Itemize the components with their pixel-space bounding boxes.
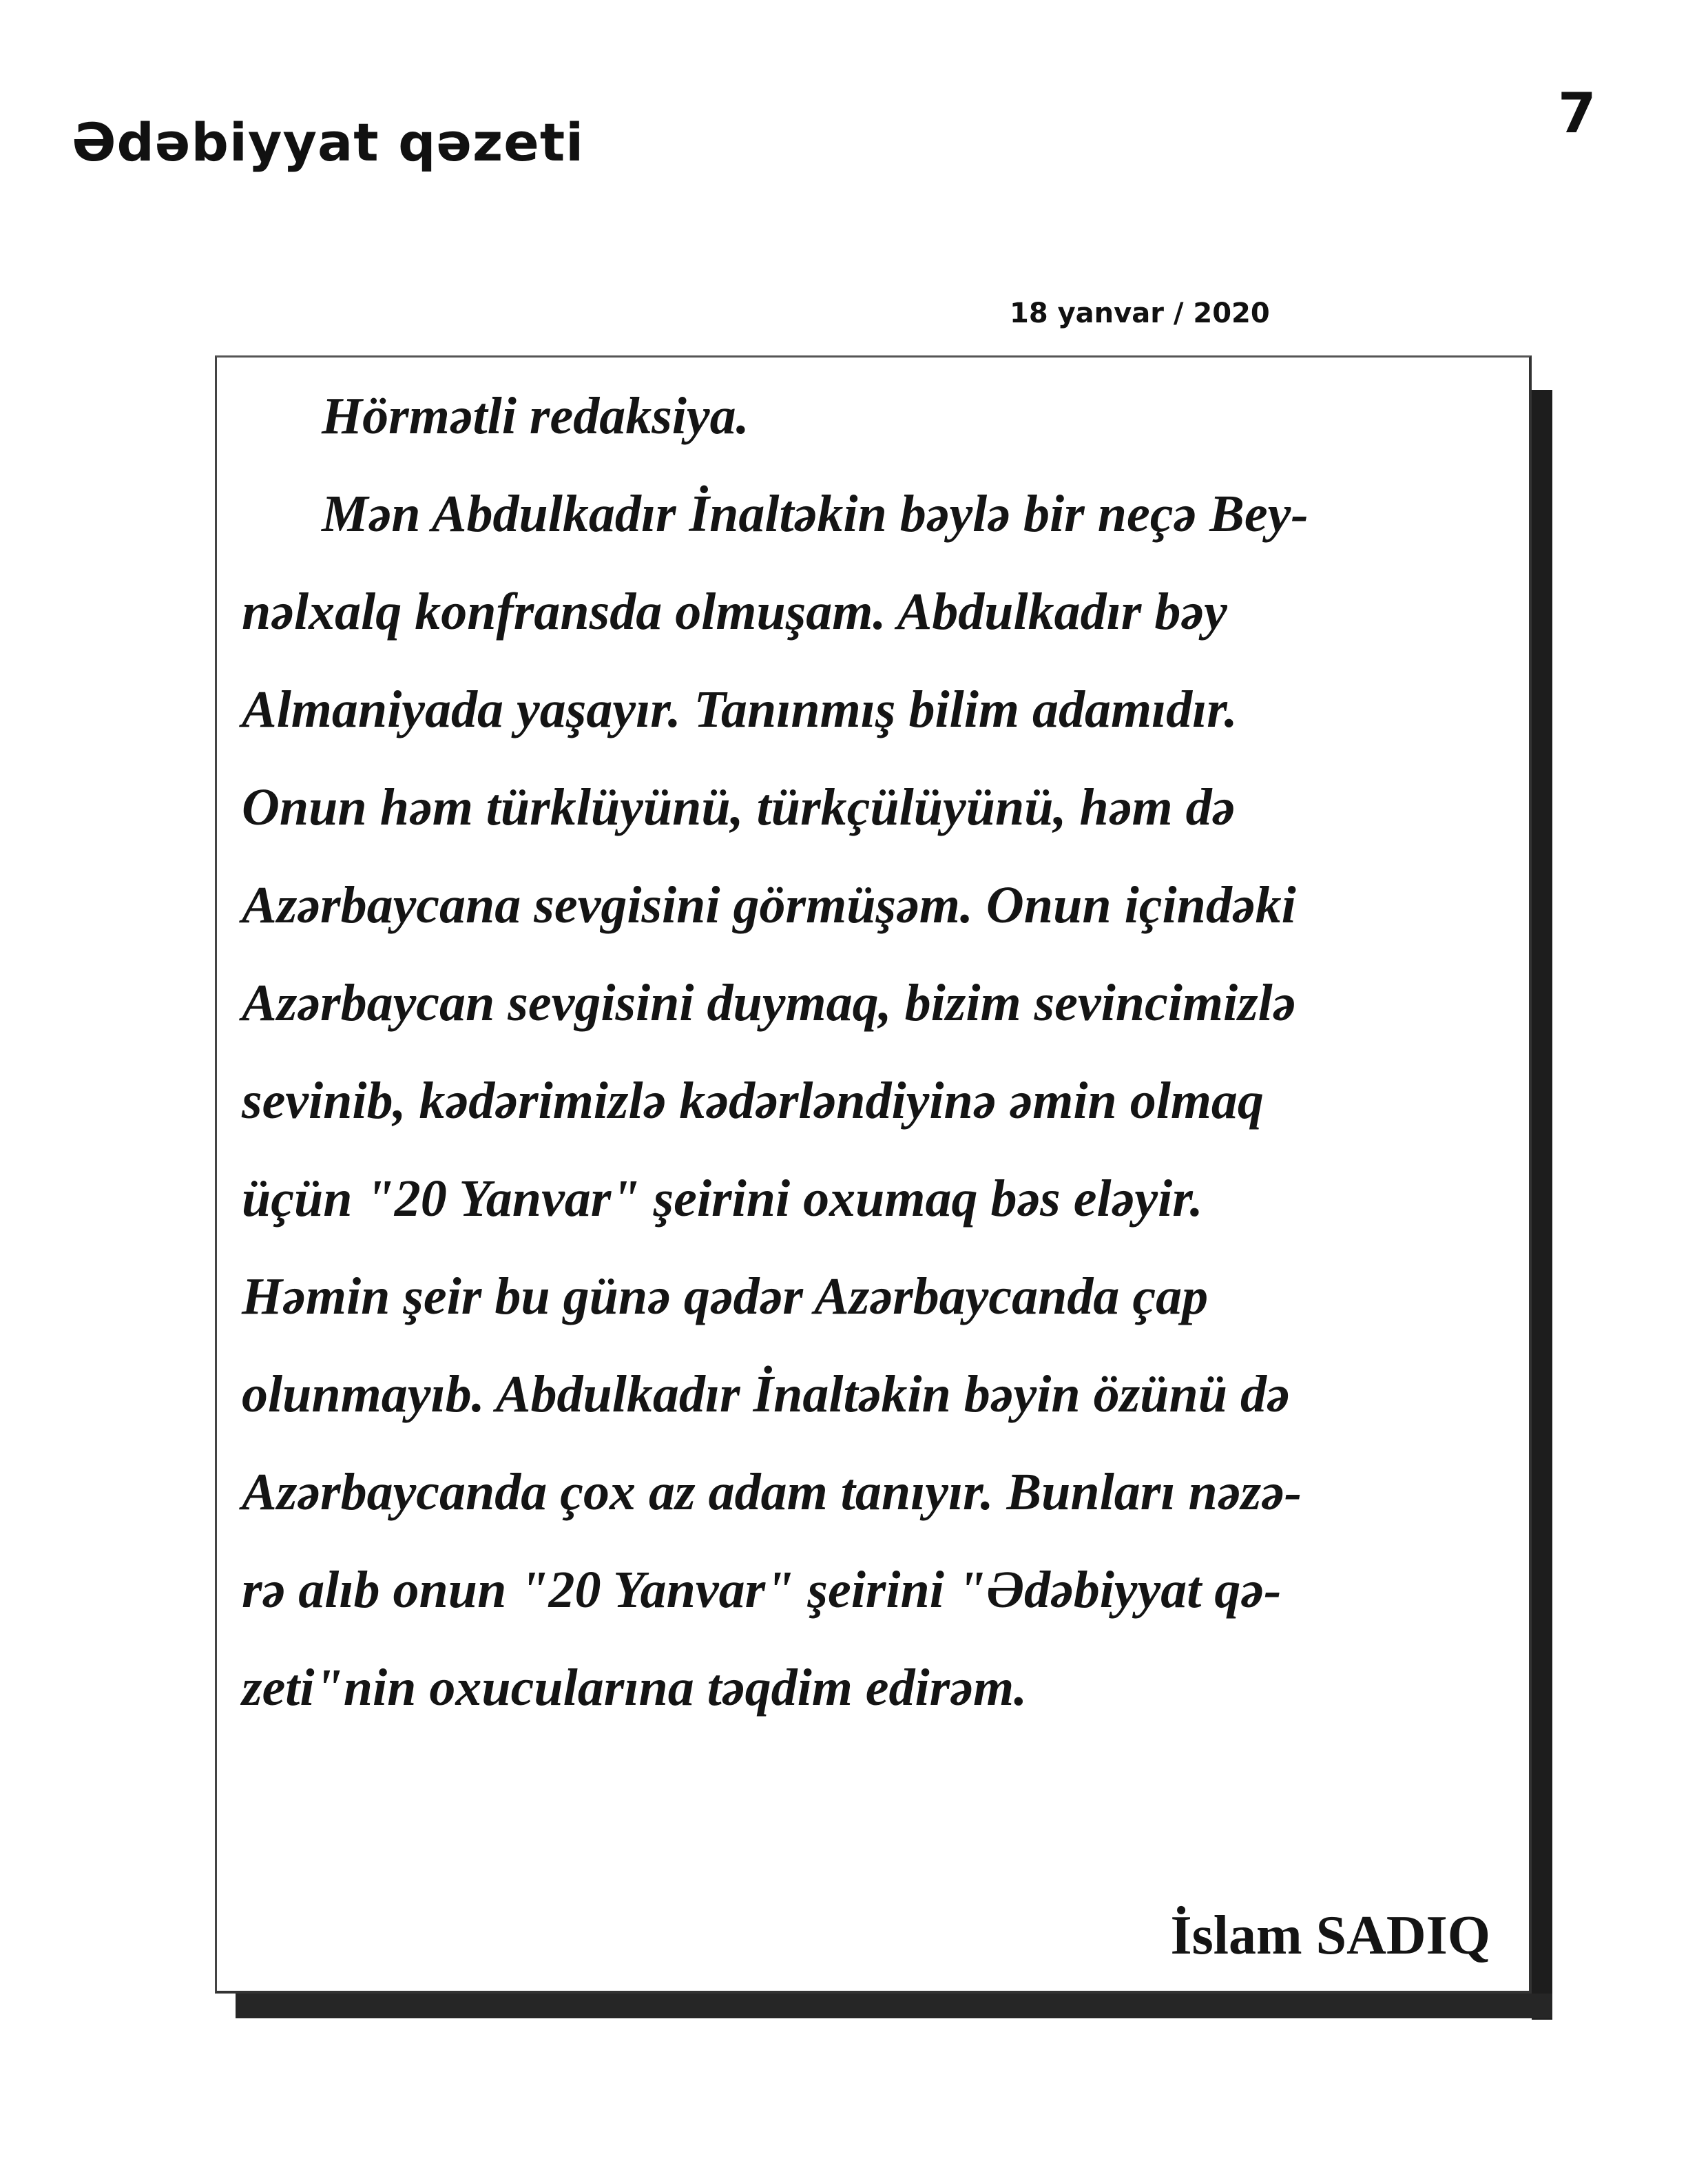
letter-line: zeti"nin oxucularına təqdim edirəm. [242, 1659, 1028, 1717]
page-number: 7 [1558, 81, 1596, 145]
letter-line: Onun həm türklüyünü, türkçülüyünü, həm də [242, 778, 1236, 836]
letter-line: üçün "20 Yanvar" şeirini oxumaq bəs eləyir. [242, 1170, 1203, 1228]
letter-line: Mən Abdulkadır İnaltəkin bəylə bir neçə Bey- [322, 485, 1309, 543]
letter-signature: İslam SADIQ [1170, 1905, 1490, 1966]
letter-line: Həmin şeir bu günə qədər Azərbaycanda çap [242, 1267, 1209, 1325]
letter-salutation: Hörmətli redaksiya. [322, 387, 749, 445]
issue-date: 18 yanvar / 2020 [1010, 298, 1270, 329]
letter-clipping [215, 355, 1532, 1994]
letter-line: nəlxalq konfransda olmuşam. Abdulkadır bəy [242, 583, 1227, 641]
letter-line: olunmayıb. Abdulkadır İnaltəkin bəyin özünü də [242, 1365, 1290, 1423]
letter-line: Azərbaycan sevgisini duymaq, bizim sevincimizlə [242, 974, 1296, 1032]
clipping-shadow-bottom [236, 1994, 1552, 2018]
letter-line: rə alıb onun "20 Yanvar" şeirini "Ədəbiyyat qə- [242, 1561, 1282, 1619]
letter-line: Azərbaycana sevgisini görmüşəm. Onun içindəki [242, 876, 1296, 934]
letter-line: Almaniyada yaşayır. Tanınmış bilim adamıdır. [242, 681, 1238, 738]
letter-line: sevinib, kədərimizlə kədərləndiyinə əmin olmaq [242, 1072, 1264, 1130]
letter-line: Azərbaycanda çox az adam tanıyır. Bunları nəzə- [242, 1463, 1302, 1521]
letter-body [242, 367, 1516, 1737]
newspaper-title: Ədəbiyyat qəzeti [72, 112, 585, 173]
clipping-shadow-right [1532, 390, 1552, 2020]
